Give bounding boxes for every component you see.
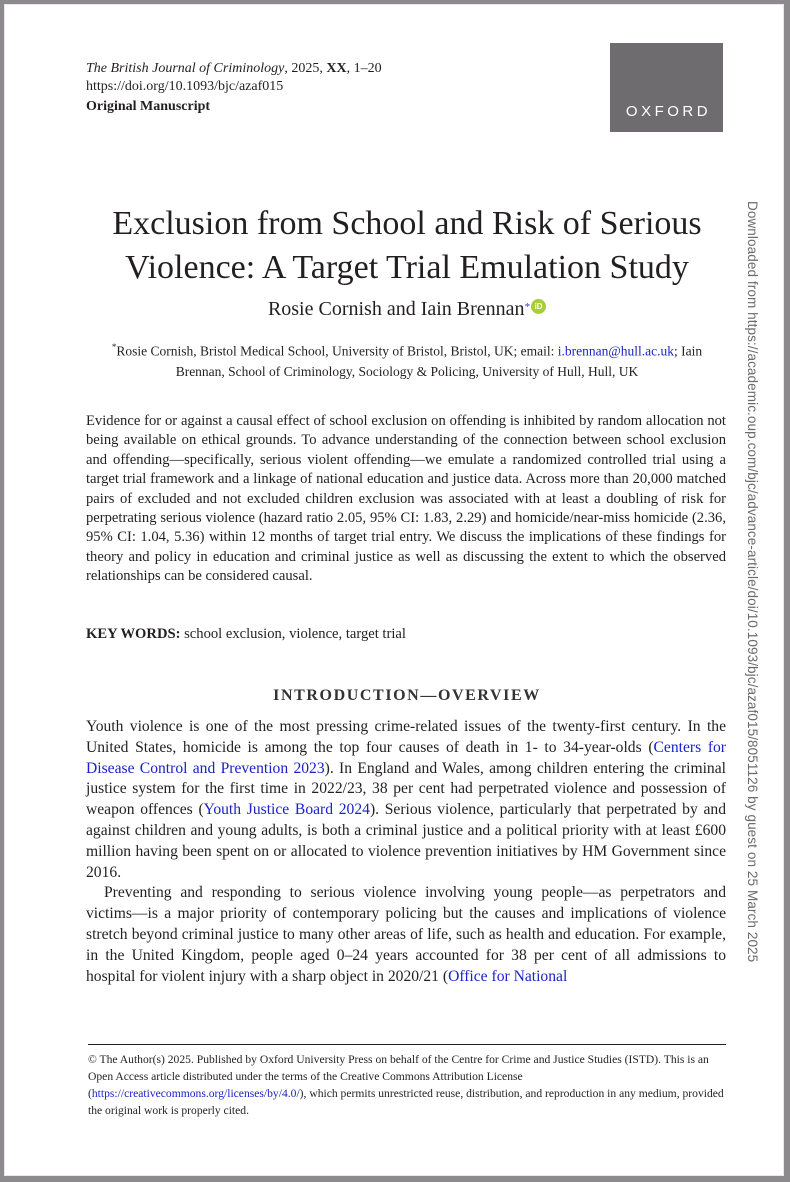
citation-link-cdc[interactable]: Centers for Disease Control and Prevention 2023 (86, 738, 726, 777)
footnote-text-2: ), which permits unrestricted reuse, distribution, and reproduction in any medium, provided the original work is properly cited. (88, 1087, 724, 1117)
title-line-1: Exclusion from School and Risk of Serious (112, 205, 702, 242)
p1-text-b: ). In England and Wales, among children entering the criminal justice system for the first time in 2022/23, 38 per cent had perpetrated violence and possession of weapon offences ( (86, 759, 726, 819)
keywords-label: KEY WORDS: (86, 626, 181, 642)
journal-year: 2025 (291, 61, 320, 76)
oxford-logo-text: OXFORD (625, 103, 712, 120)
citation-link-yjb[interactable]: Youth Justice Board 2024 (203, 801, 370, 819)
download-watermark: Downloaded from https://academic.oup.com/bjc/advance-article/doi/10.1093/bjc/azaf015/8051126 by guest on 25 March 2025 (745, 201, 760, 963)
p2-text-a: Preventing and responding to serious violence involving young people—as perpetrators and victims—is a major priority of contemporary policing but the causes and implications of violence stretch beyond criminal justice to many other areas of life, such as health and education. For example, in the United Kingdom, people aged 0–24 years accounted for 38 per cent of all admissions to hospital for violent injury with a sharp object in 2020/21 ( (86, 884, 726, 985)
footnote-text-1: © The Author(s) 2025. Published by Oxford University Press on behalf of the Centre for Crime and Justice Studies (ISTD). This is an Open Access article distributed under the terms of the Creative Commons Attribution License ( (88, 1053, 709, 1100)
doi-link[interactable]: https://doi.org/10.1093/bjc/azaf015 (86, 79, 284, 94)
journal-pages: 1–20 (353, 61, 382, 76)
affiliation-marker: * (111, 342, 117, 352)
authors-text: Rosie Cornish and Iain Brennan (267, 298, 525, 320)
citation-link-ons[interactable]: Office for National (448, 967, 568, 985)
orcid-icon[interactable]: iD (531, 299, 546, 314)
abstract: Evidence for or against a causal effect of school exclusion on offending is inhibited by random allocation not being available on ethical grounds. To advance understanding of the connection between school exclusion and offending—specifically, serious violent offending—we emulate a randomized controlled trial using a target trial framework and a linkage of national education and justice data. Across more than 20,000 matched pairs of excluded and not excluded children exclusion was associated with at least a doubling of risk for perpetrating serious violence (hazard ratio 2.05, 95% CI: 1.83, 2.29) and homicide/near-miss homicide (2.36, 95% CI: 1.04, 5.36) within 12 months of target trial entry. We discuss the implications of these findings for theory and policy in education and criminal justice as well as discussing the extent to which the observed relationships can be considered causal. (86, 413, 726, 585)
keywords-values: school exclusion, violence, target trial (184, 626, 406, 642)
author-list (86, 296, 728, 322)
footnote-divider (88, 1044, 726, 1045)
affiliation-text-1: Rosie Cornish, Bristol Medical School, University of Bristol, Bristol, UK; email: (116, 343, 558, 359)
corresponding-author-marker[interactable]: * (524, 301, 531, 313)
p1-text-a: Youth violence is one of the most pressing crime-related issues of the twenty-first century. In the United States, homicide is among the top four causes of death in 1- to 34-year-olds ( (86, 718, 726, 756)
section-heading: INTRODUCTION—OVERVIEW (273, 687, 541, 704)
keywords (86, 625, 726, 644)
affiliations (86, 337, 728, 382)
journal-meta: The British Journal of Criminology, 2025, XX, 1–20 https://doi.org/10.1093/bjc/azaf015 Original Manuscript (86, 61, 382, 114)
title-line-2: Violence: A Target Trial Emulation Study (125, 249, 689, 286)
email-link[interactable]: i.brennan@hull.ac.uk (557, 343, 674, 359)
journal-name: The British Journal of Criminology (86, 61, 285, 76)
license-link[interactable]: https://creativecommons.org/licenses/by/4.0/ (91, 1087, 300, 1100)
paragraph-1 (86, 717, 726, 883)
journal-volume: XX (326, 61, 347, 76)
paragraph-2 (86, 883, 726, 987)
pdf-page (4, 4, 784, 1176)
oxford-logo (610, 43, 723, 132)
affiliation-text-2: ; Iain Brennan, School of Criminology, Sociology & Policing, University of Hull, Hull, UK (175, 343, 703, 379)
p1-text-c: ). Serious violence, particularly that perpetrated by and against children and young adults, is both a criminal justice and a political priority with at least £600 million having been spent on or allocated to violence prevention initiatives by HM Government since 2016. (86, 801, 726, 881)
article-title (86, 202, 728, 290)
manuscript-type: Original Manuscript (86, 99, 211, 114)
copyright-footnote (88, 1051, 728, 1119)
body-text (86, 717, 726, 987)
